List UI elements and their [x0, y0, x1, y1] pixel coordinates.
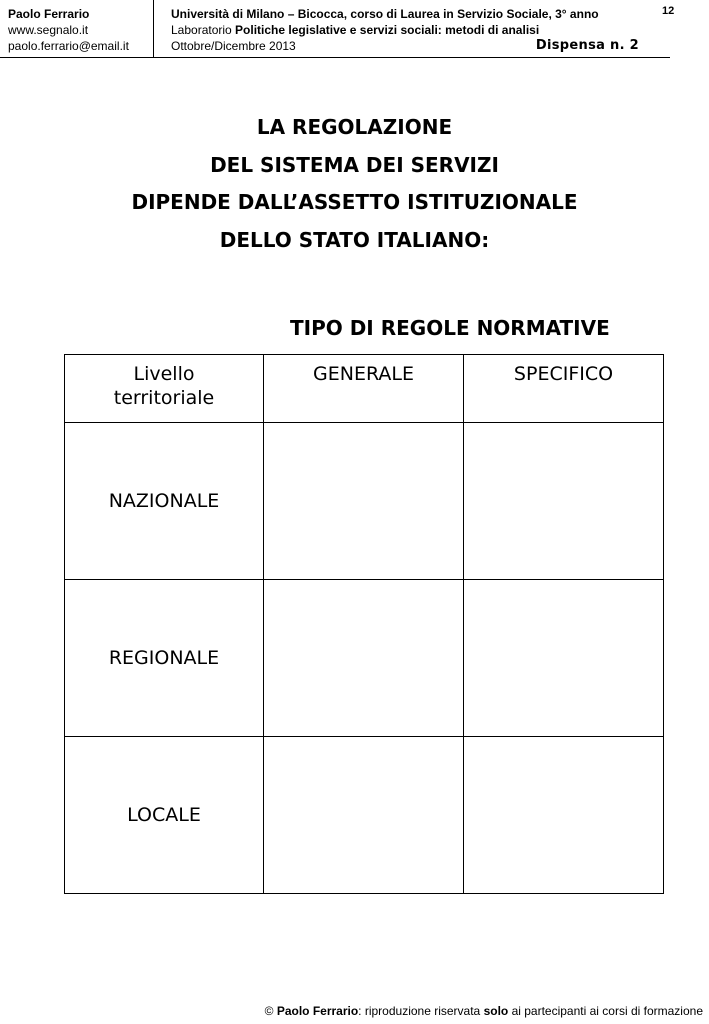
- footer-solo: solo: [483, 1004, 509, 1018]
- author-name: Paolo Ferrario: [8, 7, 90, 21]
- title-line: DEL SISTEMA DEI SERVIZI: [210, 152, 499, 177]
- row-label-nazionale: NAZIONALE: [65, 423, 264, 580]
- page-number: 12: [662, 5, 675, 17]
- header-specifico: SPECIFICO: [464, 355, 664, 423]
- author-block: [8, 6, 153, 54]
- table-row: [65, 580, 664, 737]
- header-generale: GENERALE: [264, 355, 464, 423]
- author-website: www.segnalo.it: [8, 23, 89, 37]
- course-line: Università di Milano – Bicocca, corso di Laurea in Servizio Sociale, 3° anno: [171, 7, 599, 21]
- table-subtitle: TIPO DI REGOLE NORMATIVE: [290, 316, 610, 340]
- author-email: paolo.ferrario@email.it: [8, 39, 129, 53]
- lab-line: [171, 22, 661, 38]
- cell-empty: [464, 737, 664, 894]
- title-line: LA REGOLAZIONE: [256, 115, 453, 139]
- lab-prefix: Laboratorio: [171, 23, 236, 37]
- footer-author: Paolo Ferrario: [276, 1004, 359, 1018]
- dispensa-label: Dispensa n. 2: [535, 38, 639, 53]
- row-label-locale: LOCALE: [65, 737, 264, 894]
- title-line: DELLO STATO ITALIANO:: [219, 227, 490, 252]
- lab-title: Politiche legislative e servizi sociali: metodi di analisi: [235, 23, 540, 37]
- table-row: [65, 737, 664, 894]
- cell-empty: [464, 580, 664, 737]
- period: Ottobre/Dicembre 2013: [171, 39, 296, 53]
- header-livello: Livello: [133, 363, 195, 385]
- title-line: DIPENDE DALL’ASSETTO ISTITUZIONALE: [131, 190, 578, 214]
- table-header-row: [65, 355, 664, 423]
- header-divider: [153, 0, 154, 57]
- footer-text-end: ai partecipanti ai corsi di formazione: [508, 1004, 703, 1018]
- row-label-regionale: REGIONALE: [65, 580, 264, 737]
- cell-empty: [464, 423, 664, 580]
- header-livello-territoriale: [65, 355, 264, 423]
- cell-empty: [264, 737, 464, 894]
- header-territoriale: territoriale: [113, 387, 215, 409]
- page-title: [0, 109, 709, 259]
- page-footer: [265, 1004, 703, 1018]
- cell-empty: [264, 423, 464, 580]
- copyright-symbol: ©: [264, 1004, 277, 1018]
- table-row: [65, 423, 664, 580]
- page-header: [0, 0, 675, 58]
- cell-empty: [264, 580, 464, 737]
- course-block: [171, 6, 661, 54]
- rules-table: [64, 354, 664, 894]
- footer-text: : riproduzione riservata: [358, 1004, 484, 1018]
